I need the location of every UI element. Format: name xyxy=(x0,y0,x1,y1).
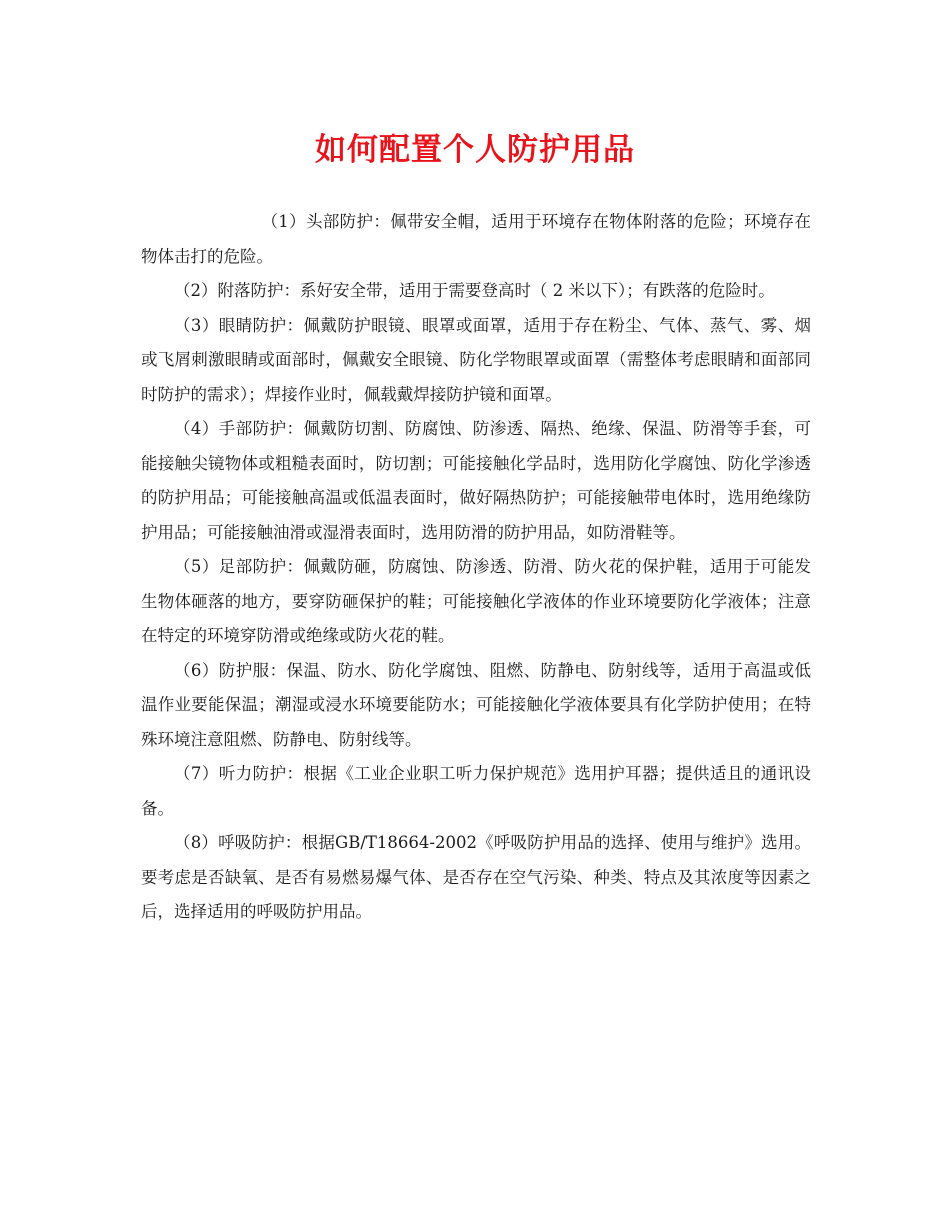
paragraph-hearing-protection: （7）听力防护：根据《工业企业职工听力保护规范》选用护耳器；提供适且的通讯设备。 xyxy=(141,764,811,818)
paragraph-head-protection: （1）头部防护：佩带安全帽，适用于环境存在物体附落的危险；环境存在物体击打的危险。 xyxy=(141,212,811,266)
paragraph-respiratory-protection: （8）呼吸防护：根据GB/T18664-2002《呼吸防护用品的选择、使用与维护》选用。要考虑是否缺氧、是否有易燃易爆气体、是否存在空气污染、种类、特点及其浓度等因素之后，选择适用的呼吸防护用品。 xyxy=(141,833,811,921)
paragraph-eye-protection: （3）眼睛防护：佩戴防护眼镜、眼罩或面罩，适用于存在粉尘、气体、蒸气、雾、烟或飞屑刺激眼睛或面部时，佩戴安全眼镜、防化学物眼罩或面罩（需整体考虑眼睛和面部同时防护的需求）；焊接作业时，佩载戴焊接防护镜和面罩。 xyxy=(141,315,811,404)
paragraph-hand-protection: （4）手部防护：佩戴防切割、防腐蚀、防渗透、隔热、绝缘、保温、防滑等手套，可能接触尖镜物体或粗糙表面时，防切割；可能接触化学品时，选用防化学腐蚀、防化学渗透的防护用品；可能接触高温或低温表面时，做好隔热防护；可能接触带电体时，选用绝缘防护用品；可能接触油滑或湿滑表面时，选用防滑的防护用品，如防滑鞋等。 xyxy=(141,419,811,542)
paragraph-foot-protection: （5）足部防护：佩戴防砸，防腐蚀、防渗透、防滑、防火花的保护鞋，适用于可能发生物体砸落的地方，要穿防砸保护的鞋；可能接触化学液体的作业环境要防化学液体；注意在特定的环境穿防滑或绝缘或防火花的鞋。 xyxy=(141,557,811,645)
paragraph-fall-protection: （2）附落防护：系好安全带，适用于需要登高时（ 2 米以下）；有跌落的危险时。 xyxy=(174,281,775,300)
document-title: 如何配置个人防护用品 xyxy=(315,132,635,168)
paragraph-protective-clothing: （6）防护服：保温、防水、防化学腐蚀、阻燃、防静电、防射线等，适用于高温或低温作业要能保温；潮湿或浸水环境要能防水；可能接触化学液体要具有化学防护使用；在特殊环境注意阻燃、防静电、防射线等。 xyxy=(141,660,811,749)
document-body xyxy=(141,205,811,930)
